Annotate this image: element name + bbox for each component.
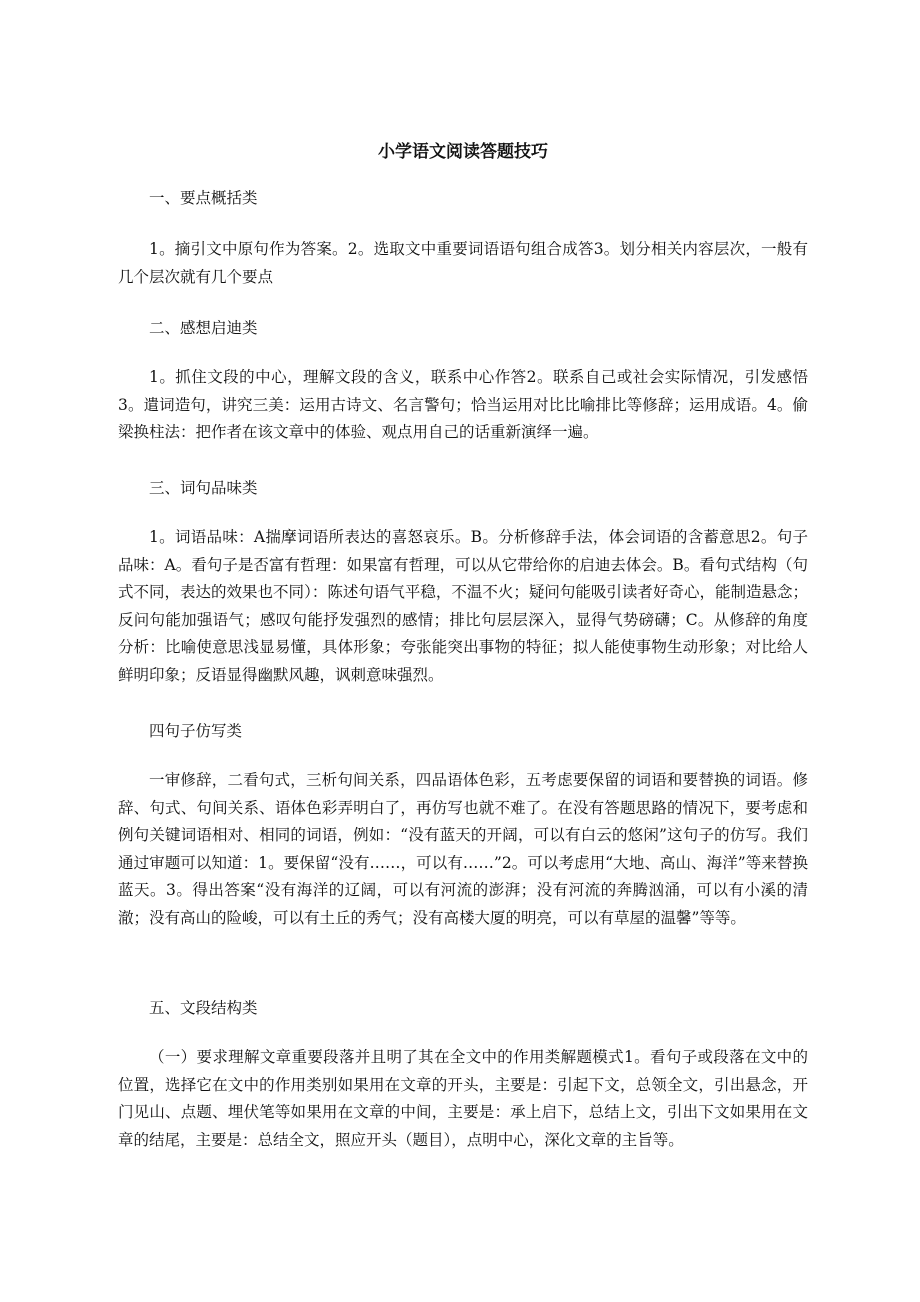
section-paragraph-3: 1。词语品味：A揣摩词语所表达的喜怒哀乐。B。分析修辞手法，体会词语的含蓄意思2。句子品味：A。看句子是否富有哲理：如果富有哲理，可以从它带给你的启迪去体会。B。看句式结构（句式不同，表达的效果也不同）：陈述句语气平稳，不温不火；疑问句能吸引读者好奇心，能制造悬念；反问句能加强语气；感叹句能抒发强烈的感情；排比句层层深入，显得气势磅礴；C。从修辞的角度分析：比喻使意思浅显易懂，具体形象；夸张能突出事物的特征；拟人能使事物生动形象；对比给人鲜明印象；反语显得幽默风趣，讽刺意味强烈。 — [118, 528, 808, 684]
section-heading-4: 四句子仿写类 — [149, 722, 243, 740]
document-title: 小学语文阅读答题技巧 — [378, 142, 548, 162]
section-heading-3: 三、词句品味类 — [149, 479, 258, 497]
section-paragraph-5: （一）要求理解文章重要段落并且明了其在全文中的作用类解题模式1。看句子或段落在文中的位置，选择它在文中的作用类别如果用在文章的开头，主要是：引起下文，总领全文，引出悬念，开门见山、点题、埋伏笔等如果用在文章的中间，主要是：承上启下，总结上文，引出下文如果用在文章的结尾，主要是：总结全文，照应开头（题目），点明中心，深化文章的主旨等。 — [118, 1048, 808, 1149]
section-paragraph-1: 1。摘引文中原句作为答案。2。选取文中重要词语语句组合成答3。划分相关内容层次，一般有几个层次就有几个要点 — [118, 240, 808, 286]
section-heading-2: 二、感想启迪类 — [149, 319, 258, 337]
section-heading-1: 一、要点概括类 — [149, 189, 258, 207]
section-paragraph-4: 一审修辞，二看句式，三析句间关系，四品语体色彩，五考虑要保留的词语和要替换的词语。修辞、句式、句间关系、语体色彩弄明白了，再仿写也就不难了。在没有答题思路的情况下，要考虑和例句关键词语相对、相同的词语，例如：“没有蓝天的开阔，可以有白云的悠闲”这句子的仿写。我们通过审题可以知道：1。要保留“没有……，可以有……”2。可以考虑用“大地、高山、海洋”等来替换蓝天。3。得出答案“没有海洋的辽阔，可以有河流的澎湃；没有河流的奔腾汹涌，可以有小溪的清澈；没有高山的险峻，可以有土丘的秀气；没有高楼大厦的明亮，可以有草屋的温馨”等等。 — [118, 771, 808, 927]
section-paragraph-2: 1。抓住文段的中心，理解文段的含义，联系中心作答2。联系自己或社会实际情况，引发感悟3。遣词造句，讲究三美：运用古诗文、名言警句；恰当运用对比比喻排比等修辞；运用成语。4。偷梁换柱法：把作者在该文章中的体验、观点用自己的话重新演绎一遍。 — [118, 368, 808, 441]
section-heading-5: 五、文段结构类 — [149, 999, 258, 1017]
